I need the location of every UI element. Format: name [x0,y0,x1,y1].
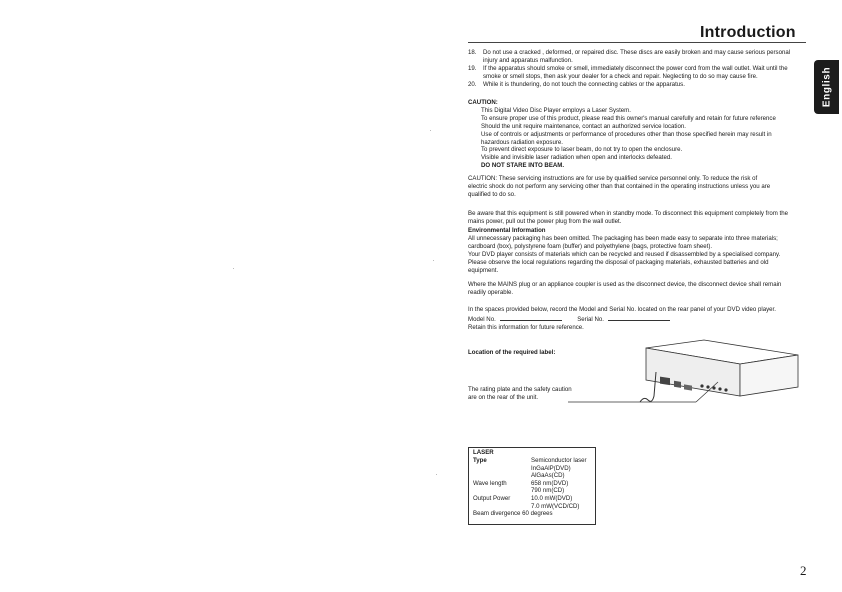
scan-speck [233,268,234,269]
retain-note: Retain this information for future reference. [468,323,584,331]
label-location-heading: Location of the required label: [468,349,556,356]
caution-warning: DO NOT STARE INTO BEAM. [481,162,565,170]
numbered-items [468,49,790,89]
spec-value: 790 nm(CD) [531,487,565,495]
page-number: 2 [800,563,807,578]
language-tab-label: English [821,66,832,108]
header-rule [468,42,806,43]
dvd-player-illustration [568,338,808,410]
scan-speck [433,260,434,261]
spec-value: 658 nm(DVD) [531,479,569,487]
spec-label: Output Power [473,495,511,502]
caution-line: Visible and invisible laser radiation when open and interlocks defeated. [481,154,672,162]
scan-speck [430,130,431,131]
spec-value: InGaAlP(DVD) [531,464,571,472]
language-tab [814,60,839,114]
page-title: Introduction [700,24,796,41]
environmental-section: Environmental Information All unnecessary packaging has been omitted. The packaging has been made easy to separate into three materials; cardboard (box), polystyrene foam (buffer) and polyethylene (bags, protective foam sheet). Your DVD player consists of materials which can be recycled and reused if disassembled by a specialised company. Please observe the local regulations regarding the disposal of packaging materials, exhausted batteries and old equipment. [468,227,781,274]
spec-value: Semiconductor laser [531,457,587,464]
record-intro: In the spaces provided below, record the Model and Serial No. located on the rear panel of your DVD video player. [468,306,776,313]
caution-line: This Digital Video Disc Player employs a Laser System. [481,106,631,114]
record-section [468,306,776,332]
caution-line: To ensure proper use of this product, please read this owner's manual carefully and retain for future reference [481,114,776,122]
spec-value: AlGaAs(CD) [531,472,565,480]
spec-label: Wave length [473,479,507,487]
caution-line: hazardous radiation exposure. [481,138,563,146]
standby-notice: Be aware that this equipment is still powered when in standby mode. To disconnect this equipment completely from the mains power, pull out the power plug from the wall outlet. [468,210,788,225]
laser-spec-table [468,447,596,525]
serial-no-blank [608,314,670,321]
caution-line: To prevent direct exposure to laser beam, do not try to open the enclosure. [481,146,683,154]
caution-heading: CAUTION: [468,99,498,106]
spec-footer: Beam divergence 60 degrees [473,510,553,518]
laser-title: LASER [473,449,494,456]
list-item: 18. Do not use a cracked , deformed, or repaired disc. These discs are easily broken and may cause serious personal injury and apparatus malfunction. [468,49,791,64]
scan-speck [436,474,437,475]
environmental-heading: Environmental Information [468,227,546,234]
list-item: 20. While it is thundering, do not touch the connecting cables or the apparatus. [468,80,685,88]
label-location-text: The rating plate and the safety caution are on the rear of the unit. [468,386,572,401]
record-fields [468,314,776,324]
spec-value: 7.0 mW(VCD/CD) [531,502,580,510]
spec-value: 10.0 mW(DVD) [531,495,573,502]
caution-line: Should the unit require maintenance, contact an authorized service location. [481,122,686,130]
mains-notice: Where the MAINS plug or an appliance coupler is used as the disconnect device, the disconnect device shall remain readily operable. [468,281,782,296]
caution-section [468,99,776,170]
model-no-blank [500,314,562,321]
spec-label: Type [473,457,487,464]
serial-no-label: Serial No. [577,315,604,323]
list-item: 19. If the apparatus should smoke or smell, immediately disconnect the power cord from the wall outlet. Wait until the smoke or smell stops, then ask your dealer for a check and repair. Neglecting to do so may cause fire. [468,64,788,80]
model-no-label: Model No. [468,315,496,323]
caution-line: Use of controls or adjustments or performance of procedures other than those specified herein may result in [481,130,772,138]
servicing-caution: CAUTION: These servicing instructions are for use by qualified service personnel only. To reduce the risk of electric shock do not perform any servicing other than that contained in the operating instructions unless you are qualified to do so. [468,175,771,198]
